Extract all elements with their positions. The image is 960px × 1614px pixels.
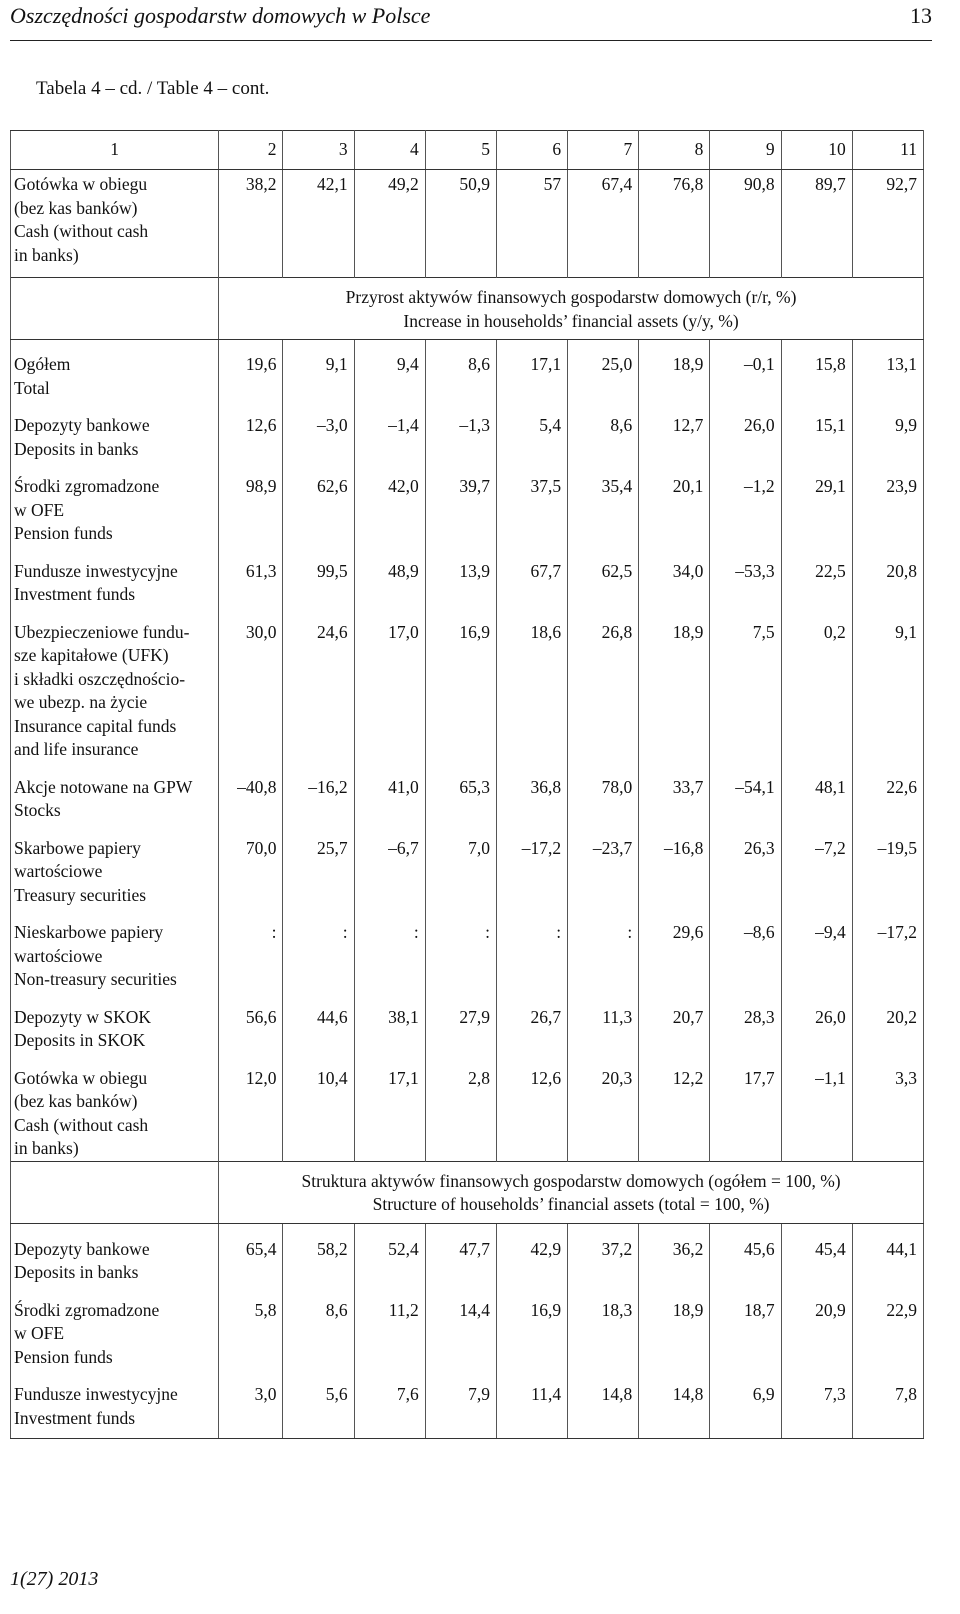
table-row [11, 907, 924, 992]
cell-value: 78,0 [568, 762, 639, 823]
cell-value: 26,3 [710, 823, 781, 908]
cell-value: 18,3 [568, 1285, 639, 1370]
cell-value: 15,8 [781, 340, 852, 401]
cell-value: 7,0 [425, 823, 496, 908]
section-header-row [11, 1161, 924, 1223]
issue-footer: 1(27) 2013 [10, 1568, 99, 1590]
cell-value: 18,9 [639, 1285, 710, 1370]
cell-value: –1,3 [425, 400, 496, 461]
cell-value: 92,7 [852, 170, 923, 278]
cell-value: 76,8 [639, 170, 710, 278]
cell-value: 7,9 [425, 1369, 496, 1439]
cell-value: –3,0 [283, 400, 354, 461]
table-row [11, 992, 924, 1053]
row-label: Gotówka w obiegu (bez kas banków) Cash (without cash in banks) [11, 1053, 219, 1162]
cell-value: 65,4 [219, 1223, 283, 1285]
data-table [10, 130, 924, 1439]
table-row [11, 1369, 924, 1439]
cell-value: –6,7 [354, 823, 425, 908]
cell-value: 42,1 [283, 170, 354, 278]
cell-value: 48,1 [781, 762, 852, 823]
table-row [11, 400, 924, 461]
cell-value: 5,8 [219, 1285, 283, 1370]
row-label: Gotówka w obiegu (bez kas banków) Cash (without cash in banks) [11, 170, 219, 278]
column-number: 2 [219, 131, 283, 170]
cell-value: 34,0 [639, 546, 710, 607]
cell-value: 38,1 [354, 992, 425, 1053]
table-row [11, 1223, 924, 1285]
cell-value: 47,7 [425, 1223, 496, 1285]
cell-value: 15,1 [781, 400, 852, 461]
cell-value: 11,2 [354, 1285, 425, 1370]
cell-value: 20,1 [639, 461, 710, 546]
cell-value: 12,6 [219, 400, 283, 461]
cell-value: 61,3 [219, 546, 283, 607]
row-label: Fundusze inwestycyjne Investment funds [11, 546, 219, 607]
cell-value: 22,6 [852, 762, 923, 823]
cell-value: 12,0 [219, 1053, 283, 1162]
table-caption: Tabela 4 – cd. / Table 4 – cont. [36, 78, 270, 99]
cell-value: 18,9 [639, 607, 710, 762]
cell-value: 44,6 [283, 992, 354, 1053]
running-title: Oszczędności gospodarstw domowych w Polsce [10, 3, 431, 28]
column-number: 9 [710, 131, 781, 170]
cell-value: –0,1 [710, 340, 781, 401]
cell-value: 5,6 [283, 1369, 354, 1439]
cell-value: 35,4 [568, 461, 639, 546]
cell-value: 20,8 [852, 546, 923, 607]
cell-value: 18,9 [639, 340, 710, 401]
cell-value: –1,2 [710, 461, 781, 546]
column-number: 11 [852, 131, 923, 170]
column-number: 5 [425, 131, 496, 170]
cell-value: 52,4 [354, 1223, 425, 1285]
cell-value: 26,0 [710, 400, 781, 461]
cell-value: 39,7 [425, 461, 496, 546]
cell-value: 89,7 [781, 170, 852, 278]
cell-value: –16,8 [639, 823, 710, 908]
cell-value: 28,3 [710, 992, 781, 1053]
cell-value: : [568, 907, 639, 992]
cell-value: –23,7 [568, 823, 639, 908]
cell-value: –9,4 [781, 907, 852, 992]
cell-value: 2,8 [425, 1053, 496, 1162]
table-row [11, 546, 924, 607]
cell-value: 25,0 [568, 340, 639, 401]
cell-value: 8,6 [283, 1285, 354, 1370]
cell-value: 12,7 [639, 400, 710, 461]
cell-value: 10,4 [283, 1053, 354, 1162]
cell-value: 33,7 [639, 762, 710, 823]
cell-value: 14,8 [639, 1369, 710, 1439]
cell-value: 8,6 [425, 340, 496, 401]
cell-value: 11,4 [496, 1369, 567, 1439]
cell-value: 62,6 [283, 461, 354, 546]
cell-value: 26,7 [496, 992, 567, 1053]
cell-value: 6,9 [710, 1369, 781, 1439]
cell-value: –16,2 [283, 762, 354, 823]
cell-value: 45,4 [781, 1223, 852, 1285]
cell-value: 9,1 [852, 607, 923, 762]
cell-value: 62,5 [568, 546, 639, 607]
cell-value: 17,7 [710, 1053, 781, 1162]
cell-value: 70,0 [219, 823, 283, 908]
cell-value: 50,9 [425, 170, 496, 278]
cell-value: 26,8 [568, 607, 639, 762]
cell-value: 17,1 [354, 1053, 425, 1162]
cell-value: 7,6 [354, 1369, 425, 1439]
cell-value: –7,2 [781, 823, 852, 908]
table-row [11, 461, 924, 546]
cell-value: 67,7 [496, 546, 567, 607]
cell-value: 49,2 [354, 170, 425, 278]
cell-value: 3,3 [852, 1053, 923, 1162]
section-title-en: Increase in households’ financial assets (y/y, %) [403, 310, 739, 331]
row-label: Ubezpieczeniowe fundu- sze kapitałowe (UFK) i składki oszczędnościo- we ubezp. na życie Insurance capital funds and life insurance [11, 607, 219, 762]
row-label: Środki zgromadzone w OFE Pension funds [11, 461, 219, 546]
cell-value: 7,8 [852, 1369, 923, 1439]
row-label: Depozyty bankowe Deposits in banks [11, 400, 219, 461]
cell-value: 22,9 [852, 1285, 923, 1370]
section-spacer [11, 278, 219, 340]
cell-value: –17,2 [496, 823, 567, 908]
cell-value: 67,4 [568, 170, 639, 278]
column-number: 3 [283, 131, 354, 170]
cell-value: 20,9 [781, 1285, 852, 1370]
cell-value: 17,0 [354, 607, 425, 762]
cell-value: 38,2 [219, 170, 283, 278]
cell-value: 13,1 [852, 340, 923, 401]
cell-value: 65,3 [425, 762, 496, 823]
table-row [11, 823, 924, 908]
cell-value: 58,2 [283, 1223, 354, 1285]
cell-value: –1,4 [354, 400, 425, 461]
column-number: 1 [11, 131, 219, 170]
page-number: 13 [910, 3, 932, 28]
cell-value: 0,2 [781, 607, 852, 762]
row-label: Środki zgromadzone w OFE Pension funds [11, 1285, 219, 1370]
table-row [11, 340, 924, 401]
column-number-row [11, 131, 924, 170]
cell-value: 9,4 [354, 340, 425, 401]
cell-value: 37,2 [568, 1223, 639, 1285]
cell-value: : [354, 907, 425, 992]
cell-value: 7,3 [781, 1369, 852, 1439]
cell-value: –54,1 [710, 762, 781, 823]
cell-value: 98,9 [219, 461, 283, 546]
cell-value: 12,6 [496, 1053, 567, 1162]
cell-value: 29,6 [639, 907, 710, 992]
cell-value: 42,9 [496, 1223, 567, 1285]
cell-value: 26,0 [781, 992, 852, 1053]
cell-value: : [496, 907, 567, 992]
cell-value: 11,3 [568, 992, 639, 1053]
section-spacer [11, 1161, 219, 1223]
row-label: Ogółem Total [11, 340, 219, 401]
cell-value: 18,6 [496, 607, 567, 762]
cell-value: 17,1 [496, 340, 567, 401]
cell-value: 7,5 [710, 607, 781, 762]
section-title-pl: Przyrost aktywów finansowych gospodarstw domowych (r/r, %) [345, 287, 797, 307]
cell-value: : [425, 907, 496, 992]
cell-value: 16,9 [496, 1285, 567, 1370]
cell-value: –1,1 [781, 1053, 852, 1162]
row-label: Akcje notowane na GPW Stocks [11, 762, 219, 823]
cell-value: 36,8 [496, 762, 567, 823]
cell-value: 13,9 [425, 546, 496, 607]
cell-value: 20,2 [852, 992, 923, 1053]
cell-value: –8,6 [710, 907, 781, 992]
column-number: 4 [354, 131, 425, 170]
cell-value: 8,6 [568, 400, 639, 461]
cell-value: 27,9 [425, 992, 496, 1053]
cell-value: 44,1 [852, 1223, 923, 1285]
row-label: Skarbowe papiery wartościowe Treasury securities [11, 823, 219, 908]
table-row [11, 607, 924, 762]
cell-value: 12,2 [639, 1053, 710, 1162]
row-label: Fundusze inwestycyjne Investment funds [11, 1369, 219, 1439]
column-number: 10 [781, 131, 852, 170]
column-number: 8 [639, 131, 710, 170]
cell-value: 42,0 [354, 461, 425, 546]
cell-value: –53,3 [710, 546, 781, 607]
cell-value: 90,8 [710, 170, 781, 278]
cell-value: 20,7 [639, 992, 710, 1053]
section-header-row [11, 278, 924, 340]
cell-value: 37,5 [496, 461, 567, 546]
section-title [219, 278, 924, 340]
cell-value: 45,6 [710, 1223, 781, 1285]
section-title [219, 1161, 924, 1223]
cell-value: –40,8 [219, 762, 283, 823]
cell-value: 16,9 [425, 607, 496, 762]
cell-value: –17,2 [852, 907, 923, 992]
column-number: 7 [568, 131, 639, 170]
cell-value: 22,5 [781, 546, 852, 607]
cell-value: –19,5 [852, 823, 923, 908]
cell-value: 19,6 [219, 340, 283, 401]
cell-value: : [219, 907, 283, 992]
cell-value: 9,9 [852, 400, 923, 461]
cell-value: 18,7 [710, 1285, 781, 1370]
cell-value: 20,3 [568, 1053, 639, 1162]
table-row [11, 1053, 924, 1162]
row-label: Nieskarbowe papiery wartościowe Non-treasury securities [11, 907, 219, 992]
row-label: Depozyty bankowe Deposits in banks [11, 1223, 219, 1285]
cell-value: 9,1 [283, 340, 354, 401]
cell-value: 3,0 [219, 1369, 283, 1439]
cell-value: 36,2 [639, 1223, 710, 1285]
cell-value: 30,0 [219, 607, 283, 762]
cell-value: 99,5 [283, 546, 354, 607]
cell-value: 56,6 [219, 992, 283, 1053]
cell-value: 29,1 [781, 461, 852, 546]
cell-value: 41,0 [354, 762, 425, 823]
table-row [11, 1285, 924, 1370]
cell-value: 23,9 [852, 461, 923, 546]
row-label: Depozyty w SKOK Deposits in SKOK [11, 992, 219, 1053]
column-number: 6 [496, 131, 567, 170]
cell-value: 5,4 [496, 400, 567, 461]
table-row [11, 170, 924, 278]
cell-value: 48,9 [354, 546, 425, 607]
section-title-pl: Struktura aktywów finansowych gospodarstw domowych (ogółem = 100, %) [301, 1170, 841, 1191]
cell-value: 14,8 [568, 1369, 639, 1439]
cell-value: 57 [496, 170, 567, 278]
table-row [11, 762, 924, 823]
cell-value: 14,4 [425, 1285, 496, 1370]
cell-value: 25,7 [283, 823, 354, 908]
cell-value: 24,6 [283, 607, 354, 762]
running-header [10, 0, 932, 41]
cell-value: : [283, 907, 354, 992]
section-title-en: Structure of households’ financial assets (total = 100, %) [372, 1194, 770, 1214]
